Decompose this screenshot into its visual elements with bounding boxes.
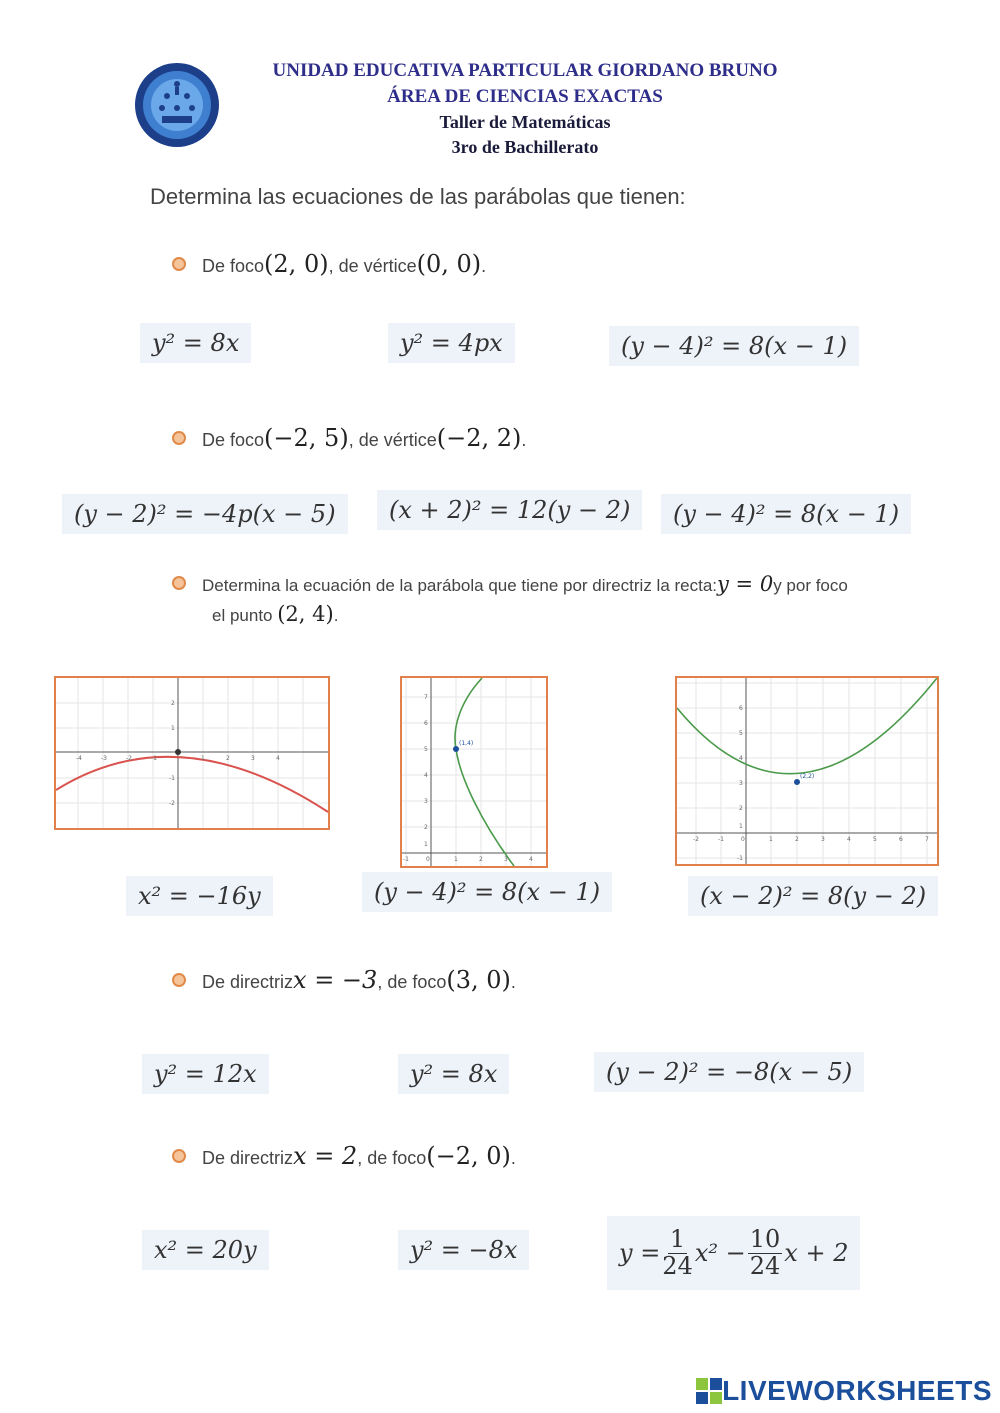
instruction: Determina las ecuaciones de las parábolas que tienen: [150, 184, 686, 209]
question-5-option-2[interactable]: y² = −8x [398, 1230, 529, 1270]
liveworksheets-logo [696, 1375, 992, 1407]
graph-2-xtick: 2 [479, 856, 483, 863]
graph-1-ytick: 2 [171, 700, 175, 707]
question-1-option-1[interactable]: y² = 8x [140, 323, 251, 363]
graph-2-point-label: (1,4) [459, 740, 474, 747]
question-2-prompt: De foco (−2, 5) , de vértice (−2, 2) . [172, 424, 526, 452]
graph-3-xtick: 3 [821, 836, 825, 843]
question-3-prompt: Determina la ecuación de la parábola que tiene por directriz la recta: y = 0 y por foco el punto (2, 4). [172, 570, 848, 630]
question-2-option-1[interactable]: (y − 2)² = −4p(x − 5) [62, 494, 348, 534]
graph-3-point-label: (2,2) [800, 773, 815, 780]
question-3-option-3[interactable]: (x − 2)² = 8(y − 2) [688, 876, 938, 916]
bullet-icon [172, 576, 186, 590]
question-5-option-3[interactable]: y = $\frac{1}{24}$ x² − $\frac{10}{24}$ x + 2 [607, 1216, 860, 1290]
graph-3-xtick: -1 [718, 836, 724, 843]
graph-3-ytick: 3 [739, 780, 743, 787]
graph-2-ytick: 4 [424, 772, 428, 779]
liveworksheets-icon [696, 1378, 722, 1404]
graph-3-ytick: 2 [739, 805, 743, 812]
question-4-option-1[interactable]: y² = 12x [142, 1054, 269, 1094]
graph-1-ytick: 1 [171, 725, 175, 732]
question-2-option-3[interactable]: (y − 4)² = 8(x − 1) [661, 494, 911, 534]
question-1-option-3[interactable]: (y − 4)² = 8(x − 1) [609, 326, 859, 366]
graph-3-xtick: 6 [899, 836, 903, 843]
graph-3-xtick: 7 [925, 836, 929, 843]
school-seal [134, 62, 220, 148]
graph-3-ytick: 4 [739, 755, 743, 762]
graph-2-ytick: 1 [424, 841, 428, 848]
question-3-option-1[interactable]: x² = −16y [126, 876, 273, 916]
graph-2-xtick: -1 [403, 856, 409, 863]
question-1-option-2[interactable]: y² = 4px [388, 323, 515, 363]
graph-2-ytick: 2 [424, 824, 428, 831]
graph-3-ytick: 5 [739, 730, 743, 737]
question-2-option-2[interactable]: (x + 2)² = 12(y − 2) [377, 490, 642, 530]
bullet-icon [172, 257, 186, 271]
grade-name: 3ro de Bachillerato [451, 137, 599, 157]
graph-3-xtick: 2 [795, 836, 799, 843]
area-name: ÁREA DE CIENCIAS EXACTAS [387, 86, 663, 107]
graph-2-ytick: 6 [424, 720, 428, 727]
graph-3-xtick: -2 [693, 836, 699, 843]
graph-3-ytick: -1 [737, 855, 743, 862]
graph-3[interactable] [675, 676, 939, 866]
graph-2-xtick: 3 [504, 856, 508, 863]
graph-1-xtick: 2 [226, 755, 230, 762]
graph-1-xtick: -2 [126, 755, 132, 762]
school-name: UNIDAD EDUCATIVA PARTICULAR GIORDANO BRUNO [272, 60, 778, 81]
graph-3-xtick: 5 [873, 836, 877, 843]
course-name: Taller de Matemáticas [439, 112, 611, 132]
graph-3-ytick: 1 [739, 823, 743, 830]
graph-1-xtick: -3 [101, 755, 107, 762]
graph-2-xtick: 0 [426, 856, 430, 863]
bullet-icon [172, 973, 186, 987]
graph-2-ytick: 5 [424, 746, 428, 753]
graph-1-xtick: -1 [151, 755, 157, 762]
graph-3-ytick: 6 [739, 705, 743, 712]
graph-1-ytick: -2 [169, 800, 175, 807]
question-4-option-3[interactable]: (y − 2)² = −8(x − 5) [594, 1052, 864, 1092]
graph-2-ytick: 3 [424, 798, 428, 805]
graph-1-xtick: 3 [251, 755, 255, 762]
graph-2-xtick: 4 [529, 856, 533, 863]
question-5-option-1[interactable]: x² = 20y [142, 1230, 269, 1270]
graph-1-xtick: -4 [76, 755, 82, 762]
bullet-icon [172, 1149, 186, 1163]
graph-2[interactable] [400, 676, 548, 868]
graph-1[interactable] [54, 676, 330, 830]
graph-1-ytick: -1 [169, 775, 175, 782]
graph-3-xtick: 4 [847, 836, 851, 843]
graph-1-xtick: 1 [201, 755, 205, 762]
graph-1-xtick: 4 [276, 755, 280, 762]
question-4-prompt: De directriz x = −3 , de foco (3, 0) . [172, 966, 516, 994]
graph-2-xtick: 1 [454, 856, 458, 863]
graph-3-xtick: 1 [769, 836, 773, 843]
question-4-option-2[interactable]: y² = 8x [398, 1054, 509, 1094]
graph-2-ytick: 7 [424, 694, 428, 701]
question-1-prompt: De foco (2, 0) , de vértice (0, 0) . [172, 250, 486, 278]
liveworksheets-brand: LIVEWORKSHEETS [722, 1375, 992, 1406]
question-3-option-2[interactable]: (y − 4)² = 8(x − 1) [362, 872, 612, 912]
question-5-prompt: De directriz x = 2 , de foco (−2, 0) . [172, 1142, 516, 1170]
bullet-icon [172, 431, 186, 445]
graph-3-xtick: 0 [741, 836, 745, 843]
